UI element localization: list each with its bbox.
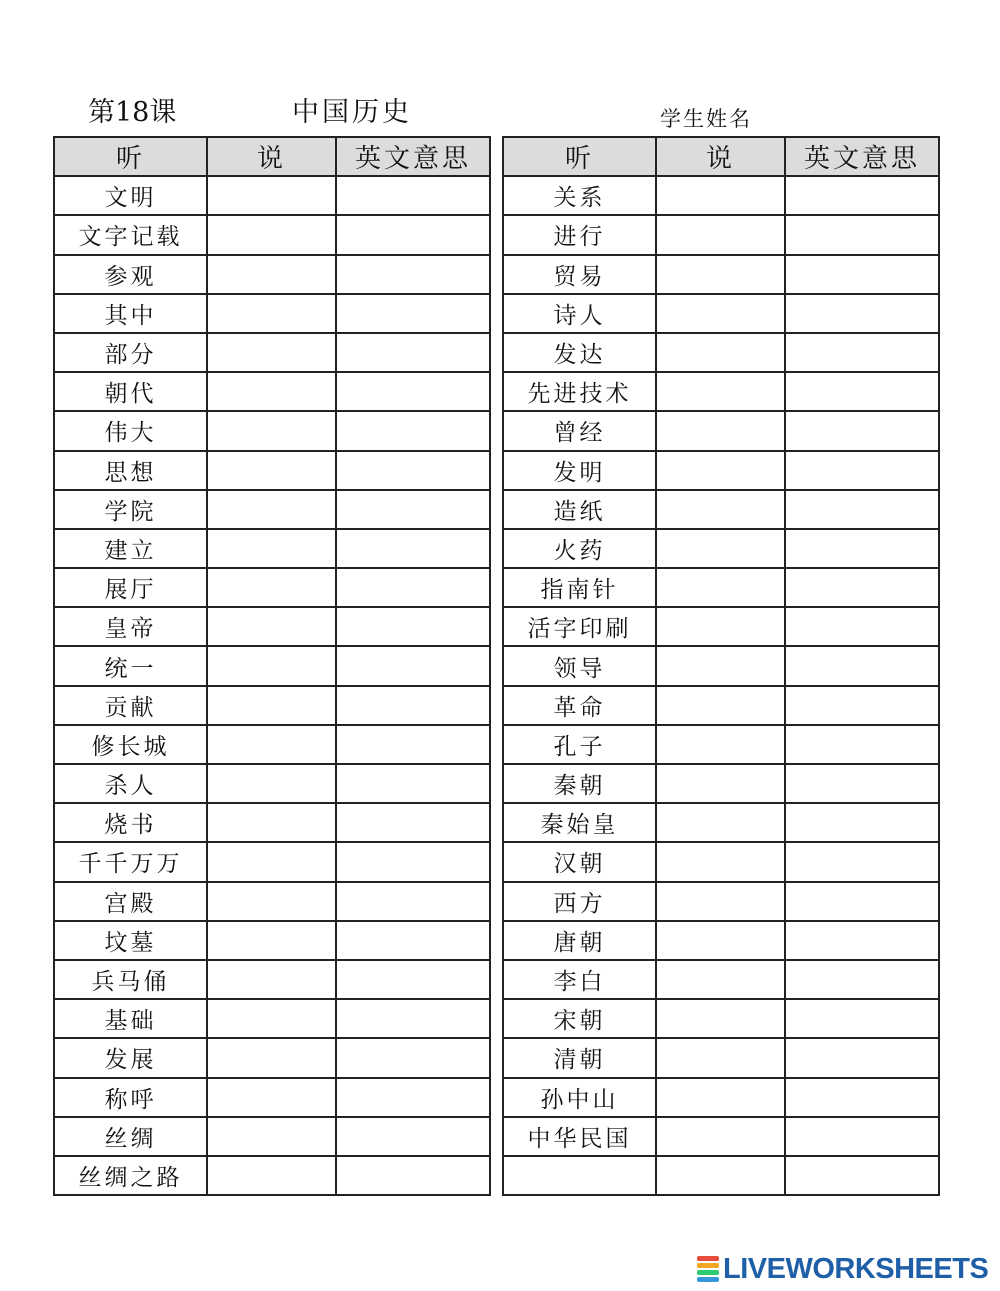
vocab-word: 统一: [54, 646, 207, 685]
speak-answer-cell[interactable]: [207, 725, 336, 764]
table-row: [503, 215, 939, 254]
vocab-word: 丝绸之路: [54, 1156, 207, 1195]
english-meaning-cell[interactable]: [785, 176, 939, 215]
table-row: [503, 333, 939, 372]
page-title: 中国历史: [292, 97, 412, 128]
speak-answer-cell[interactable]: [207, 568, 336, 607]
vocab-word: 烧书: [54, 803, 207, 842]
vocab-word: 部分: [54, 333, 207, 372]
english-meaning-cell[interactable]: [336, 960, 490, 999]
table-row: [503, 725, 939, 764]
english-meaning-cell[interactable]: [336, 1156, 490, 1195]
english-meaning-cell[interactable]: [785, 803, 939, 842]
vocab-word: 杀人: [54, 764, 207, 803]
english-meaning-cell[interactable]: [336, 568, 490, 607]
english-meaning-cell[interactable]: [785, 1117, 939, 1156]
english-meaning-cell[interactable]: [336, 333, 490, 372]
english-meaning-cell[interactable]: [336, 451, 490, 490]
table-row: [54, 294, 490, 333]
logo-bar: [697, 1256, 719, 1261]
vocab-word: 李白: [503, 960, 656, 999]
vocab-word: 丝绸: [54, 1117, 207, 1156]
vocab-word: 参观: [54, 255, 207, 294]
vocab-word: 西方: [503, 882, 656, 921]
logo-bar: [697, 1277, 719, 1282]
english-meaning-cell[interactable]: [336, 1038, 490, 1077]
speak-answer-cell[interactable]: [207, 960, 336, 999]
speak-answer-cell[interactable]: [207, 1156, 336, 1195]
speak-answer-cell[interactable]: [207, 646, 336, 685]
table-row: [54, 215, 490, 254]
speak-answer-cell[interactable]: [656, 999, 785, 1038]
english-meaning-cell[interactable]: [336, 764, 490, 803]
vocab-word: 思想: [54, 451, 207, 490]
english-meaning-cell[interactable]: [336, 803, 490, 842]
table-row: [54, 1078, 490, 1117]
table-row: [503, 1117, 939, 1156]
student-name-label: 学生姓名: [660, 107, 752, 131]
english-meaning-cell[interactable]: [785, 686, 939, 725]
logo-bar: [697, 1263, 719, 1268]
vocab-word: 贡献: [54, 686, 207, 725]
english-meaning-cell[interactable]: [785, 1078, 939, 1117]
lesson-number: 第18课: [88, 97, 177, 128]
speak-answer-cell[interactable]: [656, 1038, 785, 1077]
table-row: [54, 686, 490, 725]
english-meaning-cell[interactable]: [785, 255, 939, 294]
table-row: [503, 960, 939, 999]
vocab-word: 发展: [54, 1038, 207, 1077]
speak-answer-cell[interactable]: [207, 490, 336, 529]
speak-answer-cell[interactable]: [207, 451, 336, 490]
table-row: [503, 451, 939, 490]
brand-name: LIVEWORKSHEETS: [723, 1253, 989, 1285]
speak-answer-cell[interactable]: [207, 333, 336, 372]
english-meaning-cell[interactable]: [336, 1117, 490, 1156]
speak-answer-cell[interactable]: [207, 1038, 336, 1077]
speak-answer-cell[interactable]: [656, 215, 785, 254]
speak-answer-cell[interactable]: [207, 921, 336, 960]
speak-answer-cell[interactable]: [207, 1117, 336, 1156]
english-meaning-cell[interactable]: [785, 411, 939, 450]
speak-answer-cell[interactable]: [207, 999, 336, 1038]
english-meaning-cell[interactable]: [785, 764, 939, 803]
english-meaning-cell[interactable]: [336, 411, 490, 450]
english-meaning-cell[interactable]: [336, 999, 490, 1038]
table-row: [503, 921, 939, 960]
table-row: [54, 1038, 490, 1077]
vocab-word: 基础: [54, 999, 207, 1038]
vocab-word: 汉朝: [503, 842, 656, 881]
english-meaning-cell[interactable]: [785, 294, 939, 333]
english-meaning-cell[interactable]: [785, 1156, 939, 1195]
table-row: [503, 294, 939, 333]
vocab-word: 贸易: [503, 255, 656, 294]
table-row: [54, 176, 490, 215]
vocab-word: 秦始皇: [503, 803, 656, 842]
table-row: [503, 372, 939, 411]
table-row: [503, 999, 939, 1038]
english-meaning-cell[interactable]: [336, 686, 490, 725]
english-meaning-cell[interactable]: [336, 529, 490, 568]
speak-answer-cell[interactable]: [207, 255, 336, 294]
table-row: [54, 411, 490, 450]
table-row: [503, 842, 939, 881]
vocab-word: 其中: [54, 294, 207, 333]
vocab-word: 诗人: [503, 294, 656, 333]
vocab-word: 文字记载: [54, 215, 207, 254]
english-meaning-cell[interactable]: [785, 451, 939, 490]
header-row: [503, 137, 939, 176]
speak-answer-cell[interactable]: [207, 842, 336, 881]
vocab-word: 伟大: [54, 411, 207, 450]
english-meaning-cell[interactable]: [785, 607, 939, 646]
vocab-word: 清朝: [503, 1038, 656, 1077]
speak-answer-cell[interactable]: [207, 882, 336, 921]
speak-answer-cell[interactable]: [656, 529, 785, 568]
english-meaning-cell[interactable]: [785, 215, 939, 254]
vocab-word: 先进技术: [503, 372, 656, 411]
speak-answer-cell[interactable]: [656, 568, 785, 607]
english-meaning-cell[interactable]: [336, 372, 490, 411]
speak-answer-cell[interactable]: [656, 646, 785, 685]
speak-answer-cell[interactable]: [207, 176, 336, 215]
speak-answer-cell[interactable]: [207, 1078, 336, 1117]
english-meaning-cell[interactable]: [336, 882, 490, 921]
speak-answer-cell[interactable]: [656, 803, 785, 842]
english-meaning-cell[interactable]: [785, 372, 939, 411]
vocab-word: 领导: [503, 646, 656, 685]
header-row: [54, 137, 490, 176]
english-meaning-cell[interactable]: [336, 255, 490, 294]
vocab-word: 宫殿: [54, 882, 207, 921]
english-meaning-cell[interactable]: [785, 842, 939, 881]
header-speak: 说: [656, 137, 785, 176]
table-row: [503, 607, 939, 646]
table-row: [503, 1156, 939, 1195]
english-meaning-cell[interactable]: [336, 725, 490, 764]
speak-answer-cell[interactable]: [656, 333, 785, 372]
vocab-word: 修长城: [54, 725, 207, 764]
table-row: [503, 646, 939, 685]
vocab-word: 朝代: [54, 372, 207, 411]
liveworksheets-logo: [697, 1254, 988, 1284]
table-row: [503, 882, 939, 921]
speak-answer-cell[interactable]: [656, 725, 785, 764]
vocab-word: 火药: [503, 529, 656, 568]
speak-answer-cell[interactable]: [656, 255, 785, 294]
table-row: [503, 1078, 939, 1117]
vocab-word: 文明: [54, 176, 207, 215]
table-row: [54, 725, 490, 764]
table-row: [503, 1038, 939, 1077]
table-row: [503, 529, 939, 568]
speak-answer-cell[interactable]: [207, 294, 336, 333]
speak-answer-cell[interactable]: [656, 607, 785, 646]
vocab-word: 发明: [503, 451, 656, 490]
vocab-table-left: [53, 136, 491, 1196]
speak-answer-cell[interactable]: [656, 411, 785, 450]
header-listen: 听: [54, 137, 207, 176]
english-meaning-cell[interactable]: [785, 1038, 939, 1077]
table-row: [503, 255, 939, 294]
english-meaning-cell[interactable]: [336, 607, 490, 646]
english-meaning-cell[interactable]: [785, 960, 939, 999]
table-row: [503, 568, 939, 607]
vocab-word: 进行: [503, 215, 656, 254]
vocab-word: [503, 1156, 656, 1195]
speak-answer-cell[interactable]: [656, 882, 785, 921]
english-meaning-cell[interactable]: [336, 294, 490, 333]
table-row: [503, 686, 939, 725]
table-row: [54, 842, 490, 881]
vocab-word: 唐朝: [503, 921, 656, 960]
english-meaning-cell[interactable]: [336, 215, 490, 254]
speak-answer-cell[interactable]: [656, 490, 785, 529]
logo-bar: [697, 1270, 719, 1275]
vocab-word: 学院: [54, 490, 207, 529]
table-row: [54, 999, 490, 1038]
table-row: [54, 882, 490, 921]
english-meaning-cell[interactable]: [785, 921, 939, 960]
vocab-word: 展厅: [54, 568, 207, 607]
vocab-word: 活字印刷: [503, 607, 656, 646]
vocab-word: 发达: [503, 333, 656, 372]
header-english-meaning: 英文意思: [785, 137, 939, 176]
table-row: [503, 176, 939, 215]
table-row: [503, 411, 939, 450]
speak-answer-cell[interactable]: [207, 215, 336, 254]
speak-answer-cell[interactable]: [207, 764, 336, 803]
table-row: [54, 960, 490, 999]
logo-mark-icon: [697, 1255, 719, 1283]
english-meaning-cell[interactable]: [785, 490, 939, 529]
vocab-table-right: [502, 136, 940, 1196]
speak-answer-cell[interactable]: [656, 764, 785, 803]
vocab-word: 指南针: [503, 568, 656, 607]
table-row: [54, 372, 490, 411]
english-meaning-cell[interactable]: [785, 725, 939, 764]
speak-answer-cell[interactable]: [207, 803, 336, 842]
vocab-word: 建立: [54, 529, 207, 568]
english-meaning-cell[interactable]: [785, 882, 939, 921]
table-row: [54, 1117, 490, 1156]
table-row: [54, 333, 490, 372]
english-meaning-cell[interactable]: [336, 1078, 490, 1117]
speak-answer-cell[interactable]: [656, 1117, 785, 1156]
english-meaning-cell[interactable]: [336, 646, 490, 685]
vocab-word: 关系: [503, 176, 656, 215]
speak-answer-cell[interactable]: [656, 372, 785, 411]
vocab-word: 革命: [503, 686, 656, 725]
table-row: [503, 490, 939, 529]
vocab-word: 中华民国: [503, 1117, 656, 1156]
speak-answer-cell[interactable]: [207, 686, 336, 725]
vocab-word: 千千万万: [54, 842, 207, 881]
english-meaning-cell[interactable]: [785, 999, 939, 1038]
vocab-word: 皇帝: [54, 607, 207, 646]
english-meaning-cell[interactable]: [336, 490, 490, 529]
vocab-word: 孔子: [503, 725, 656, 764]
speak-answer-cell[interactable]: [207, 372, 336, 411]
table-row: [54, 490, 490, 529]
vocab-word: 兵马俑: [54, 960, 207, 999]
vocab-word: 造纸: [503, 490, 656, 529]
speak-answer-cell[interactable]: [656, 960, 785, 999]
speak-answer-cell[interactable]: [207, 529, 336, 568]
table-row: [54, 568, 490, 607]
table-row: [503, 803, 939, 842]
header-listen: 听: [503, 137, 656, 176]
english-meaning-cell[interactable]: [336, 921, 490, 960]
vocab-word: 坟墓: [54, 921, 207, 960]
english-meaning-cell[interactable]: [336, 842, 490, 881]
header-speak: 说: [207, 137, 336, 176]
table-row: [54, 646, 490, 685]
speak-answer-cell[interactable]: [656, 921, 785, 960]
speak-answer-cell[interactable]: [656, 294, 785, 333]
speak-answer-cell[interactable]: [656, 1078, 785, 1117]
english-meaning-cell[interactable]: [785, 568, 939, 607]
english-meaning-cell[interactable]: [336, 176, 490, 215]
table-row: [54, 921, 490, 960]
speak-answer-cell[interactable]: [656, 686, 785, 725]
vocab-word: 秦朝: [503, 764, 656, 803]
english-meaning-cell[interactable]: [785, 529, 939, 568]
vocab-word: 宋朝: [503, 999, 656, 1038]
header-english-meaning: 英文意思: [336, 137, 490, 176]
table-row: [54, 451, 490, 490]
vocab-word: 曾经: [503, 411, 656, 450]
speak-answer-cell[interactable]: [656, 451, 785, 490]
speak-answer-cell[interactable]: [207, 607, 336, 646]
vocab-word: 称呼: [54, 1078, 207, 1117]
speak-answer-cell[interactable]: [207, 411, 336, 450]
table-row: [54, 255, 490, 294]
table-row: [54, 529, 490, 568]
table-row: [54, 1156, 490, 1195]
table-row: [54, 803, 490, 842]
vocab-word: 孙中山: [503, 1078, 656, 1117]
speak-answer-cell[interactable]: [656, 176, 785, 215]
table-row: [503, 764, 939, 803]
english-meaning-cell[interactable]: [785, 333, 939, 372]
english-meaning-cell[interactable]: [785, 646, 939, 685]
table-row: [54, 607, 490, 646]
speak-answer-cell[interactable]: [656, 842, 785, 881]
speak-answer-cell[interactable]: [656, 1156, 785, 1195]
table-row: [54, 764, 490, 803]
